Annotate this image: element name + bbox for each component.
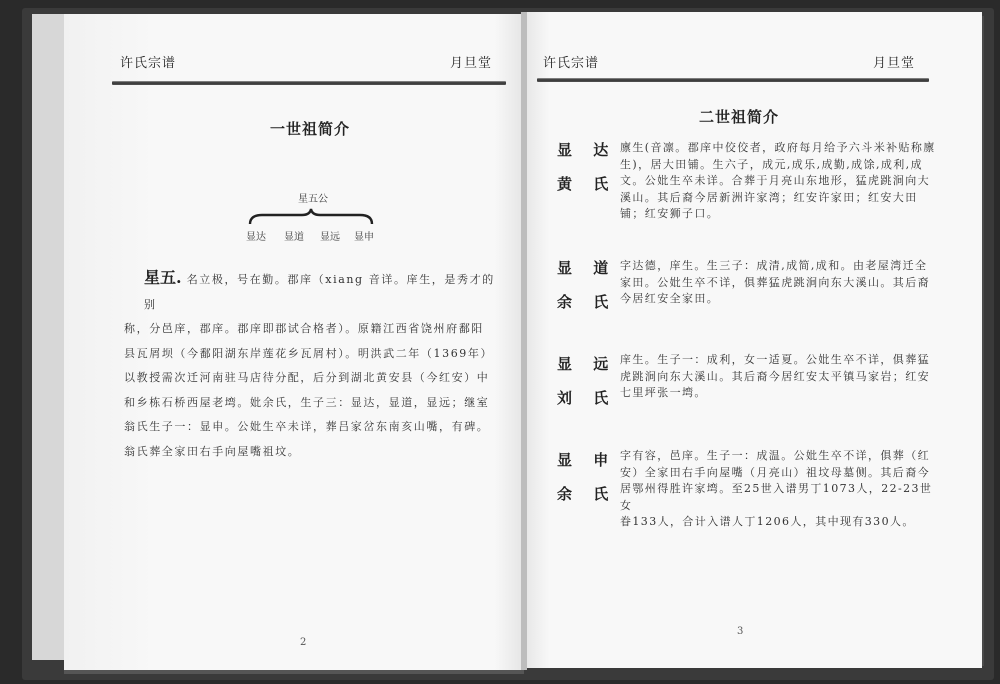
entry-line: 七里坪张一塆。 xyxy=(620,386,707,399)
entry-name: 显 申 xyxy=(557,451,617,469)
entry-name: 显 远 xyxy=(557,355,617,373)
entry-spouse: 余 氏 xyxy=(557,293,617,311)
entry-description xyxy=(620,258,940,308)
body-line: 县瓦屑坝（今鄱阳湖东岸莲花乡瓦屑村）。明洪武二年（1369年） xyxy=(124,346,494,360)
entry-line: 字有容，邑庠。生子一：成温。公妣生卒不详，俱葬（红 xyxy=(620,449,930,462)
page-title: 二世祖简介 xyxy=(699,108,780,126)
page-number: 3 xyxy=(737,626,744,637)
entry-description xyxy=(620,448,940,531)
tree-child: 显申 xyxy=(354,232,374,243)
body-line: 名立极，号在勤。郡庠（xiang 音详。庠生，是秀才的别 xyxy=(144,273,495,311)
running-head-title: 许氏宗谱 xyxy=(120,56,177,71)
tree-root: 星五公 xyxy=(298,194,328,205)
tree-child: 显远 xyxy=(320,232,340,243)
page-title: 一世祖简介 xyxy=(270,120,351,138)
entry-line: 今居红安全家田。 xyxy=(620,292,720,305)
body-line: 翁氏生子一：显申。公妣生卒未详，葬吕家岔东南亥山嘴，有碑。 xyxy=(124,420,490,433)
entry-spouse: 黄 氏 xyxy=(557,175,617,193)
body-line: 和乡栋石桥西屋老塆。妣余氏，生子三：显达，显道，显远；继室 xyxy=(124,395,490,409)
ancestor-biography xyxy=(124,266,504,464)
entry-line: 安）全家田右手向屋嘴（月亮山）祖坟母墓侧。其后裔今 xyxy=(620,465,930,479)
tree-child: 显道 xyxy=(284,232,304,243)
header-rule xyxy=(112,81,506,85)
entry-spouse: 余 氏 xyxy=(557,485,617,503)
running-head-hall: 月旦堂 xyxy=(450,56,493,71)
header-rule xyxy=(537,78,929,82)
brace-icon xyxy=(248,208,374,226)
entry-line: 溪山。其后裔今居新洲许家湾；红安许家田；红安大田 xyxy=(620,190,918,204)
body-line: 称，分邑庠，郡庠。郡庠即郡试合格者）。原籍江西省饶州府鄱阳 xyxy=(124,322,484,335)
running-head-title: 许氏宗谱 xyxy=(543,56,600,71)
right-page xyxy=(527,12,982,668)
body-line: 翁氏葬全家田右手向屋嘴祖坟。 xyxy=(124,444,301,458)
entry-line: 文。公妣生卒未详。合葬于月亮山东地形，猛虎跳涧向大 xyxy=(620,174,930,187)
entry-name: 显 道 xyxy=(557,259,617,277)
entry-line: 生)，居大田铺。生六子，成元,成乐,成勤,成馀,成利,成 xyxy=(620,157,923,171)
entry-description xyxy=(620,352,940,402)
page-bottom-shadow xyxy=(64,670,524,674)
entry-description xyxy=(620,140,940,223)
entry-line: 家田。公妣生卒不详，俱葬猛虎跳涧向东大溪山。其后裔 xyxy=(620,275,930,289)
entry-name: 显 达 xyxy=(557,141,617,159)
running-head-hall: 月旦堂 xyxy=(873,56,916,71)
entry-line: 庠生。生子一：成利，女一适夏。公妣生卒不详，俱葬猛 xyxy=(620,353,930,366)
body-line: 以教授需次迁河南驻马店待分配，后分到湖北黄安县（今红安）中 xyxy=(124,371,490,384)
tree-child: 显达 xyxy=(246,232,266,243)
left-page xyxy=(64,14,522,670)
page-number: 2 xyxy=(300,637,307,648)
entry-spouse: 刘 氏 xyxy=(557,389,617,407)
entry-line: 字达德，庠生。生三子：成清,成简,成和。由老屋湾迁全 xyxy=(620,259,928,272)
biography-lead-name: 星五. xyxy=(144,268,182,287)
entry-line: 铺；红安狮子口。 xyxy=(620,207,720,220)
entry-line: 眷133人，合计入谱人丁1206人，其中现有330人。 xyxy=(620,515,915,528)
entry-line: 廪生(音凛。郡庠中佼佼者，政府每月给予六斗米补贴称廪 xyxy=(620,141,936,154)
entry-line: 居鄂州得胜许家塆。至25世入谱男丁1073人，22-23世女 xyxy=(620,482,933,512)
page-stack-edge xyxy=(32,14,68,660)
entry-line: 虎跳涧向东大溪山。其后裔今居红安太平镇马家岩；红安 xyxy=(620,369,930,383)
